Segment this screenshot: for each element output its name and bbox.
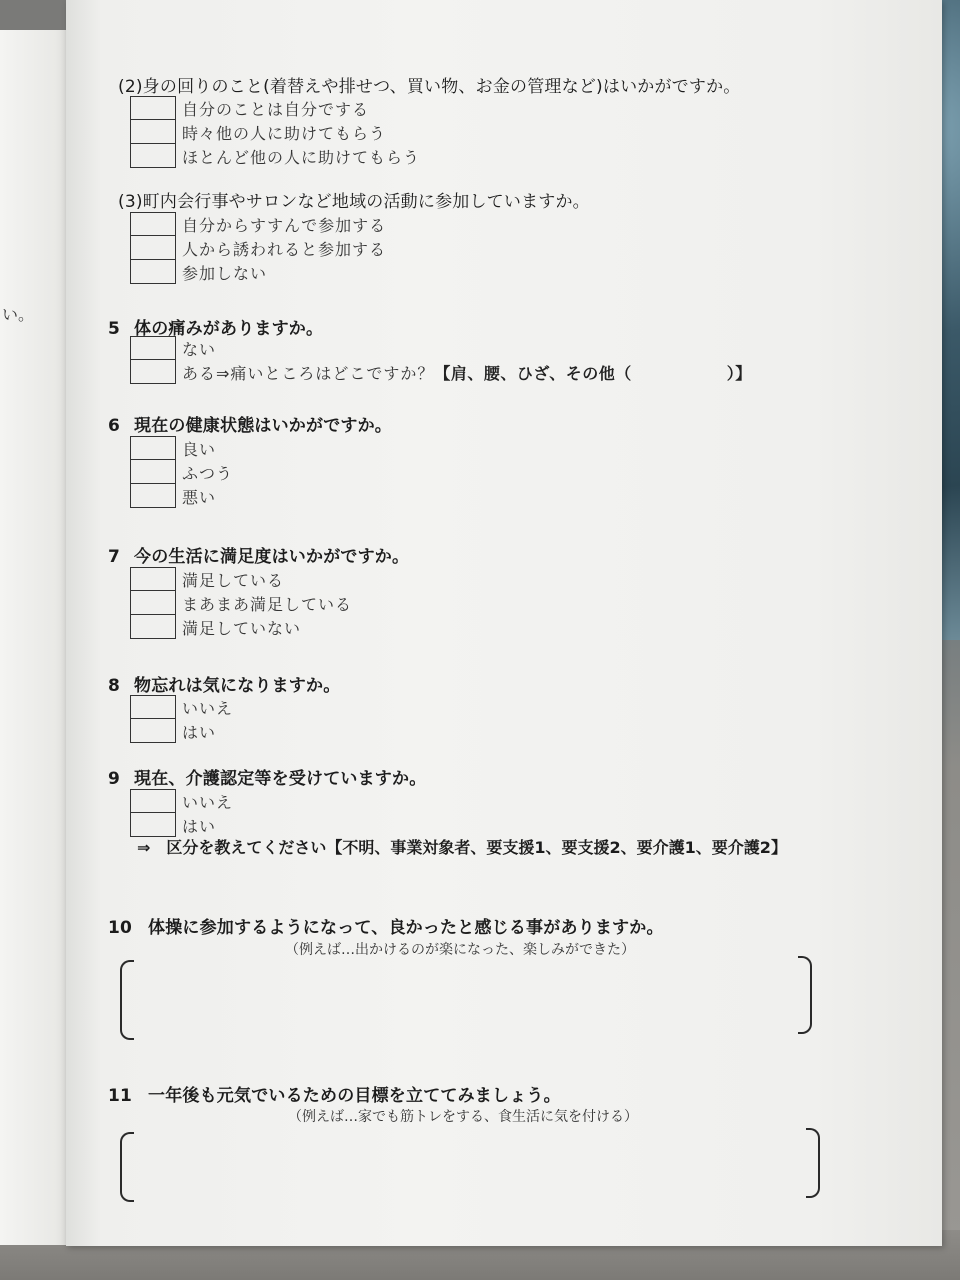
option-label: いいえ: [182, 699, 234, 718]
pain-location-list-open: 【肩、腰、ひざ、その他（: [434, 364, 632, 383]
option-label: 時々他の人に助けてもらう: [182, 124, 387, 143]
question-9-heading: [108, 764, 426, 789]
question-number: 8: [108, 676, 121, 696]
checkbox[interactable]: [130, 144, 176, 168]
checkbox[interactable]: [130, 695, 176, 719]
question-text: 物忘れは気になりますか。: [134, 676, 341, 696]
checkbox[interactable]: [130, 460, 176, 484]
option-label: ふつう: [182, 464, 234, 483]
option-label: 自分からすすんで参加する: [182, 216, 387, 235]
answer-box-right-bracket: [798, 956, 812, 1034]
question-text: 体操に参加するようになって、良かったと感じる事がありますか。: [148, 918, 664, 938]
question-3-sub-heading: (3)町内会行事やサロンなど地域の活動に参加していますか。: [118, 192, 590, 212]
checkbox[interactable]: [130, 813, 176, 837]
answer-box-right-bracket: [806, 1128, 820, 1198]
question-number: 6: [108, 416, 121, 436]
question-6-heading: [108, 411, 392, 436]
option-label: 悪い: [182, 488, 217, 507]
question-text: 体の痛みがありますか。: [134, 319, 324, 339]
checkbox[interactable]: [130, 212, 176, 236]
answer-box-left-bracket: [120, 960, 134, 1040]
checkbox[interactable]: [130, 336, 176, 360]
option-label: はい: [182, 723, 217, 742]
option-label: 人から誘われると参加する: [182, 240, 387, 259]
question-number: 9: [108, 769, 121, 789]
checkbox[interactable]: [130, 436, 176, 460]
option-label: いいえ: [182, 793, 234, 812]
question-number: 5: [108, 319, 121, 339]
question-2-sub-heading: (2)身の回りのこと(着替えや排せつ、買い物、お金の管理など)はいかがですか。: [118, 77, 741, 97]
left-page-edge: [0, 30, 70, 1245]
left-page-text-fragment: い。: [2, 305, 35, 324]
checkbox[interactable]: [130, 789, 176, 813]
option-label: はい: [182, 817, 217, 836]
checkbox[interactable]: [130, 260, 176, 284]
care-level-followup: ⇒ 区分を教えてください【不明、事業対象者、要支援1、要支援2、要介護1、要介護2】: [137, 838, 787, 857]
question-11-heading: [108, 1081, 561, 1106]
option-label: 自分のことは自分でする: [182, 100, 370, 119]
checkbox[interactable]: [130, 360, 176, 384]
option-label: 良い: [182, 440, 217, 459]
checkbox[interactable]: [130, 96, 176, 120]
question-text: 一年後も元気でいるための目標を立ててみましょう。: [148, 1086, 561, 1106]
option-text: ある⇒痛いところはどこですか？: [182, 364, 435, 383]
option-label: [182, 361, 752, 384]
checkbox[interactable]: [130, 591, 176, 615]
question-11-example: （例えば…家でも筋トレをする、食生活に気を付ける）: [288, 1109, 638, 1125]
checkbox[interactable]: [130, 236, 176, 260]
answer-box-left-bracket: [120, 1132, 134, 1202]
checkbox[interactable]: [130, 567, 176, 591]
pain-location-list-close: ）】: [726, 364, 752, 383]
option-label: 満足していない: [182, 619, 302, 638]
question-10-heading: [108, 913, 664, 938]
option-label: 参加しない: [182, 264, 268, 283]
question-10-example: （例えば…出かけるのが楽になった、楽しみができた）: [285, 942, 635, 958]
question-11-answer-area[interactable]: [140, 1134, 800, 1198]
option-label: ない: [182, 340, 217, 359]
question-text: 今の生活に満足度はいかがですか。: [134, 547, 410, 567]
option-label: 満足している: [182, 571, 285, 590]
checkbox[interactable]: [130, 615, 176, 639]
question-number: 10: [108, 918, 133, 938]
checkbox[interactable]: [130, 719, 176, 743]
question-number: 11: [108, 1086, 133, 1106]
option-label: まあまあ満足している: [182, 595, 353, 614]
question-7-heading: [108, 542, 409, 567]
checkbox[interactable]: [130, 484, 176, 508]
question-text: 現在、介護認定等を受けていますか。: [134, 769, 427, 789]
question-10-answer-area[interactable]: [140, 962, 790, 1036]
question-text: 現在の健康状態はいかがですか。: [134, 416, 392, 436]
checkbox[interactable]: [130, 120, 176, 144]
question-number: 7: [108, 547, 121, 567]
question-8-heading: [108, 671, 340, 696]
option-label: ほとんど他の人に助けてもらう: [182, 148, 421, 167]
